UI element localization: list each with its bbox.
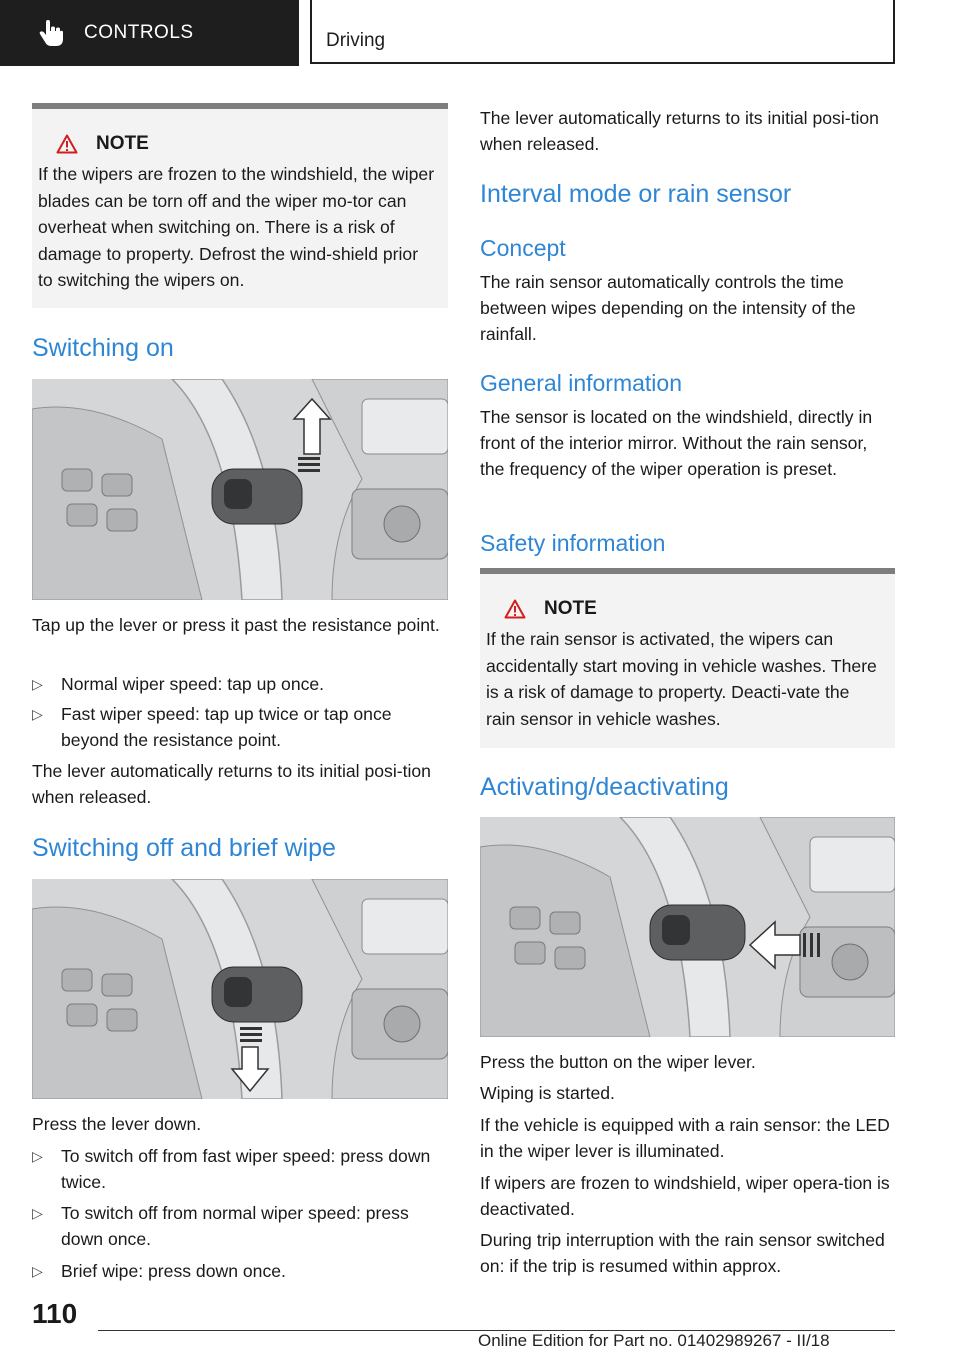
heading-concept: Concept	[480, 235, 566, 261]
heading-interval-mode: Interval mode or rain sensor	[480, 180, 792, 208]
triangle-bullet-icon: ▷	[32, 1205, 43, 1221]
activating-paragraph: Press the button on the wiper lever.	[480, 1052, 756, 1072]
heading-safety-information: Safety information	[480, 530, 666, 556]
wiper-lever-up-illustration	[32, 379, 448, 600]
note-box-rain-sensor	[480, 568, 895, 748]
hand-pointer-icon	[38, 19, 64, 47]
general-text: The sensor is located on the windshield, directly in front of the interior mirror. Without the rain sensor, the frequency of the wiper operation is preset.	[480, 407, 873, 479]
illustration-lever-down	[32, 879, 448, 1099]
chapter-tab	[310, 0, 895, 64]
right-top-text: The lever automatically returns to its initial posi-tion when released.	[480, 108, 879, 154]
wiper-button-illustration	[480, 817, 895, 1037]
edition-text: Online Edition for Part no. 01402989267 - II/18	[478, 1331, 830, 1350]
switching-off-intro: Press the lever down.	[32, 1114, 202, 1134]
activating-paragraph: During trip interruption with the rain sensor switched on: if the trip is resumed within approx.	[480, 1230, 885, 1276]
illustration-button-press	[480, 817, 895, 1037]
list-item: ▷ Normal wiper speed: tap up once.	[32, 671, 448, 697]
switching-on-after: The lever automatically returns to its initial posi-tion when released.	[32, 761, 431, 807]
heading-general-information: General information	[480, 370, 682, 396]
warning-triangle-icon	[56, 134, 78, 154]
section-tab	[0, 0, 299, 66]
triangle-bullet-icon: ▷	[32, 676, 43, 692]
activating-paragraph: Wiping is started.	[480, 1083, 615, 1103]
activating-paragraph: If wipers are frozen to windshield, wiper opera-tion is deactivated.	[480, 1173, 890, 1219]
triangle-bullet-icon: ▷	[32, 1148, 43, 1164]
warning-triangle-icon	[504, 599, 526, 619]
wiper-lever-down-illustration	[32, 879, 448, 1099]
list-item: ▷ Brief wipe: press down once.	[32, 1258, 448, 1284]
note-text: If the rain sensor is activated, the wipers can accidentally start moving in vehicle washes. There is a risk of damage to property. Deacti-vate the rain sensor in vehicle washes.	[486, 629, 877, 729]
triangle-bullet-icon: ▷	[32, 1263, 43, 1279]
chapter-label: Driving	[326, 30, 386, 51]
note-text: If the wipers are frozen to the windshield, the wiper blades can be torn off and the wiper mo-tor can overheat when switching on. There is a risk of damage to property. Defrost the wind-shield prior to switching the wipers on.	[38, 164, 435, 290]
heading-switching-off: Switching off and brief wipe	[32, 834, 336, 862]
activating-paragraph: If the vehicle is equipped with a rain sensor: the LED in the wiper lever is illuminated.	[480, 1115, 890, 1161]
heading-switching-on: Switching on	[32, 334, 174, 362]
triangle-bullet-icon: ▷	[32, 706, 43, 722]
section-label: CONTROLS	[84, 22, 194, 43]
list-item: ▷ To switch off from fast wiper speed: press down twice.	[32, 1143, 448, 1195]
note-title: NOTE	[56, 133, 436, 155]
heading-activating: Activating/deactivating	[480, 773, 729, 801]
list-item: ▷ Fast wiper speed: tap up twice or tap once beyond the resistance point.	[32, 701, 448, 753]
concept-text: The rain sensor automatically controls the time between wipes depending on the intensity of the rainfall.	[480, 272, 856, 344]
note-box-frozen	[32, 103, 448, 308]
note-title: NOTE	[504, 598, 883, 620]
switching-on-intro: Tap up the lever or press it past the resistance point.	[32, 615, 440, 635]
list-item: ▷ To switch off from normal wiper speed: press down once.	[32, 1200, 448, 1252]
illustration-lever-up	[32, 379, 448, 600]
page-number: 110	[32, 1298, 78, 1329]
